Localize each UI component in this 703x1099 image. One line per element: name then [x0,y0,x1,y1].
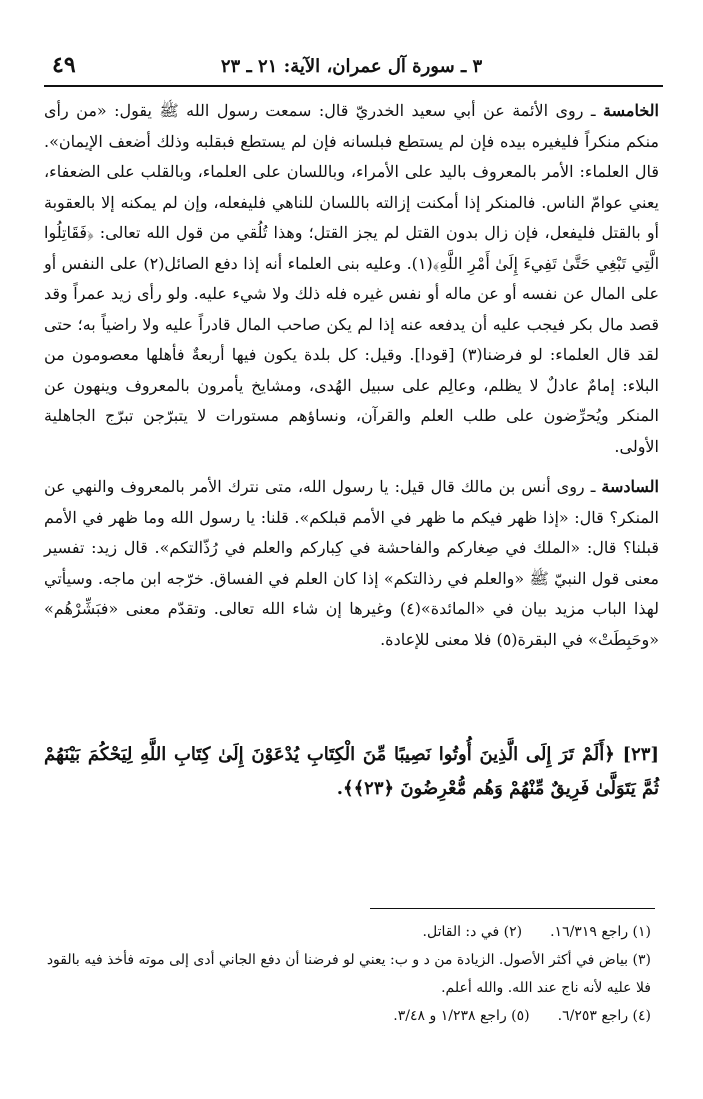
quran-verse [44,738,659,806]
footnote-1: (١) راجع ١٦/٣١٩. [550,924,651,940]
page-header [50,52,653,86]
paragraph-text: ـ روى الأئمة عن أبي سعيد الخدريّ قال: سمعت رسول الله ﷺ يقول: «من رأى منكم منكراً فليغيره بيده فإن لم يستطع فبلسانه فإن لم يستطع فبقلبه وذلك أضعف الإيمان». قال العلماء: الأمر بالمعروف باليد على الأمراء، وباللسان على العلماء، وبالقلب على الضعفاء، يعني عوامّ الناس. فالمنكر إذا أمكنت إزالته باللسان للناهي فليفعله، وإن لم يمكنه إلا بالعقوبة أو بالقتل فليفعل، فإن زال بدون القتل لم يجز القتل؛ وهذا تُلُقي من قول الله تعالى: ﴿فَقَاتِلُوا الَّتِي تَبْغِي حَتَّىٰ تَفِيءَ إِلَىٰ أَمْرِ اللَّهِ﴾(١). وعليه بنى العلماء أنه إذا دفع الصائل(٢) على النفس أو على المال عن نفسه أو عن ماله أو نفس غيره فله ذلك ولا شيء عليه. ولو رأى زيد عمراً وقد قصد مال بكر فيجب عليه أن يدفعه عنه إذا لم يكن صاحب المال قادراً عليه ولا راضياً به؛ حتى لقد قال العلماء: لو فرضنا(٣) [قودا]. وقيل: كل بلدة يكون فيها أربعةٌ فأهلها معصومون من البلاء: إمامٌ عادلٌ لا يظلم، وعالِم على سبيل الهُدى، ومشايخ يأمرون بالمعروف وينهون عن المنكر ويُحرِّضون على طلب العلم والقرآن، ونساؤهم مستورات لا يتبرّجن تبرّج الجاهلية الأولى. [44,101,660,456]
footnote-2: (٢) في د: القاتل. [422,924,523,940]
footnote-line [44,918,651,946]
paragraph-lead: السادسة [601,477,659,496]
paragraph-text: ـ روى أنس بن مالك قال قيل: يا رسول الله، متى نترك الأمر بالمعروف والنهي عن المنكر؟ قال: «إذا ظهر فيكم ما ظهر في الأمم قبلكم». قلنا: يا رسول الله وما ظهر في الأمم قبلنا؟ قال: «الملك في صِغاركم والفاحشة في كِباركم والعلم في رُذّالتكم». قال زيد: تفسير معنى قول النبيّ ﷺ «والعلم في رذالتكم» إذا كان العلم في الفساق. خرّجه ابن ماجه. وسيأتي لهذا الباب مزيد بيان في «المائدة»(٤) وغيرها إن شاء الله تعالى. وتقدّم معنى «فبَشِّرْهُم» «وحَبِطَتْ» في البقرة(٥) فلا معنى للإعادة. [44,477,660,649]
footnote-3: (٣) بياض في أكثر الأصول. الزيادة من د و ب: يعني لو فرضنا أن دفع الجاني أدى إلى موته فأخذ فيه بالقود فلا عليه لأنه ناج عند الله. والله أعلم. [46,952,651,996]
paragraph-sixth [44,472,659,655]
footnote-4: (٤) راجع ٦/٢٥٣. [557,1008,651,1024]
header-rule [44,85,663,87]
footnote-line [44,1002,651,1030]
verse-text: ﴿أَلَمْ تَرَ إِلَى الَّذِينَ أُوتُوا نَصِيبًا مِّنَ الْكِتَابِ يُدْعَوْنَ إِلَىٰ كِتَابِ اللَّهِ لِيَحْكُمَ بَيْنَهُمْ ثُمَّ يَتَوَلَّىٰ فَرِيقٌ مِّنْهُمْ وَهُم مُّعْرِضُونَ ﴿٢٣﴾﴾. [44,744,659,799]
running-title: ٣ ـ سورة آل عمران، الآية: ٢١ ـ ٢٣ [220,56,483,77]
footnote-rule [370,908,655,909]
footnotes [44,918,651,1030]
verse-number: [٢٣] [622,744,659,765]
footnote-5: (٥) راجع ١/٢٣٨ و ٣/٤٨. [393,1008,530,1024]
paragraph-lead: الخامسة [603,101,659,120]
paragraph-fifth [44,96,659,462]
main-text [44,96,659,655]
page-number: ٤٩ [52,52,76,78]
